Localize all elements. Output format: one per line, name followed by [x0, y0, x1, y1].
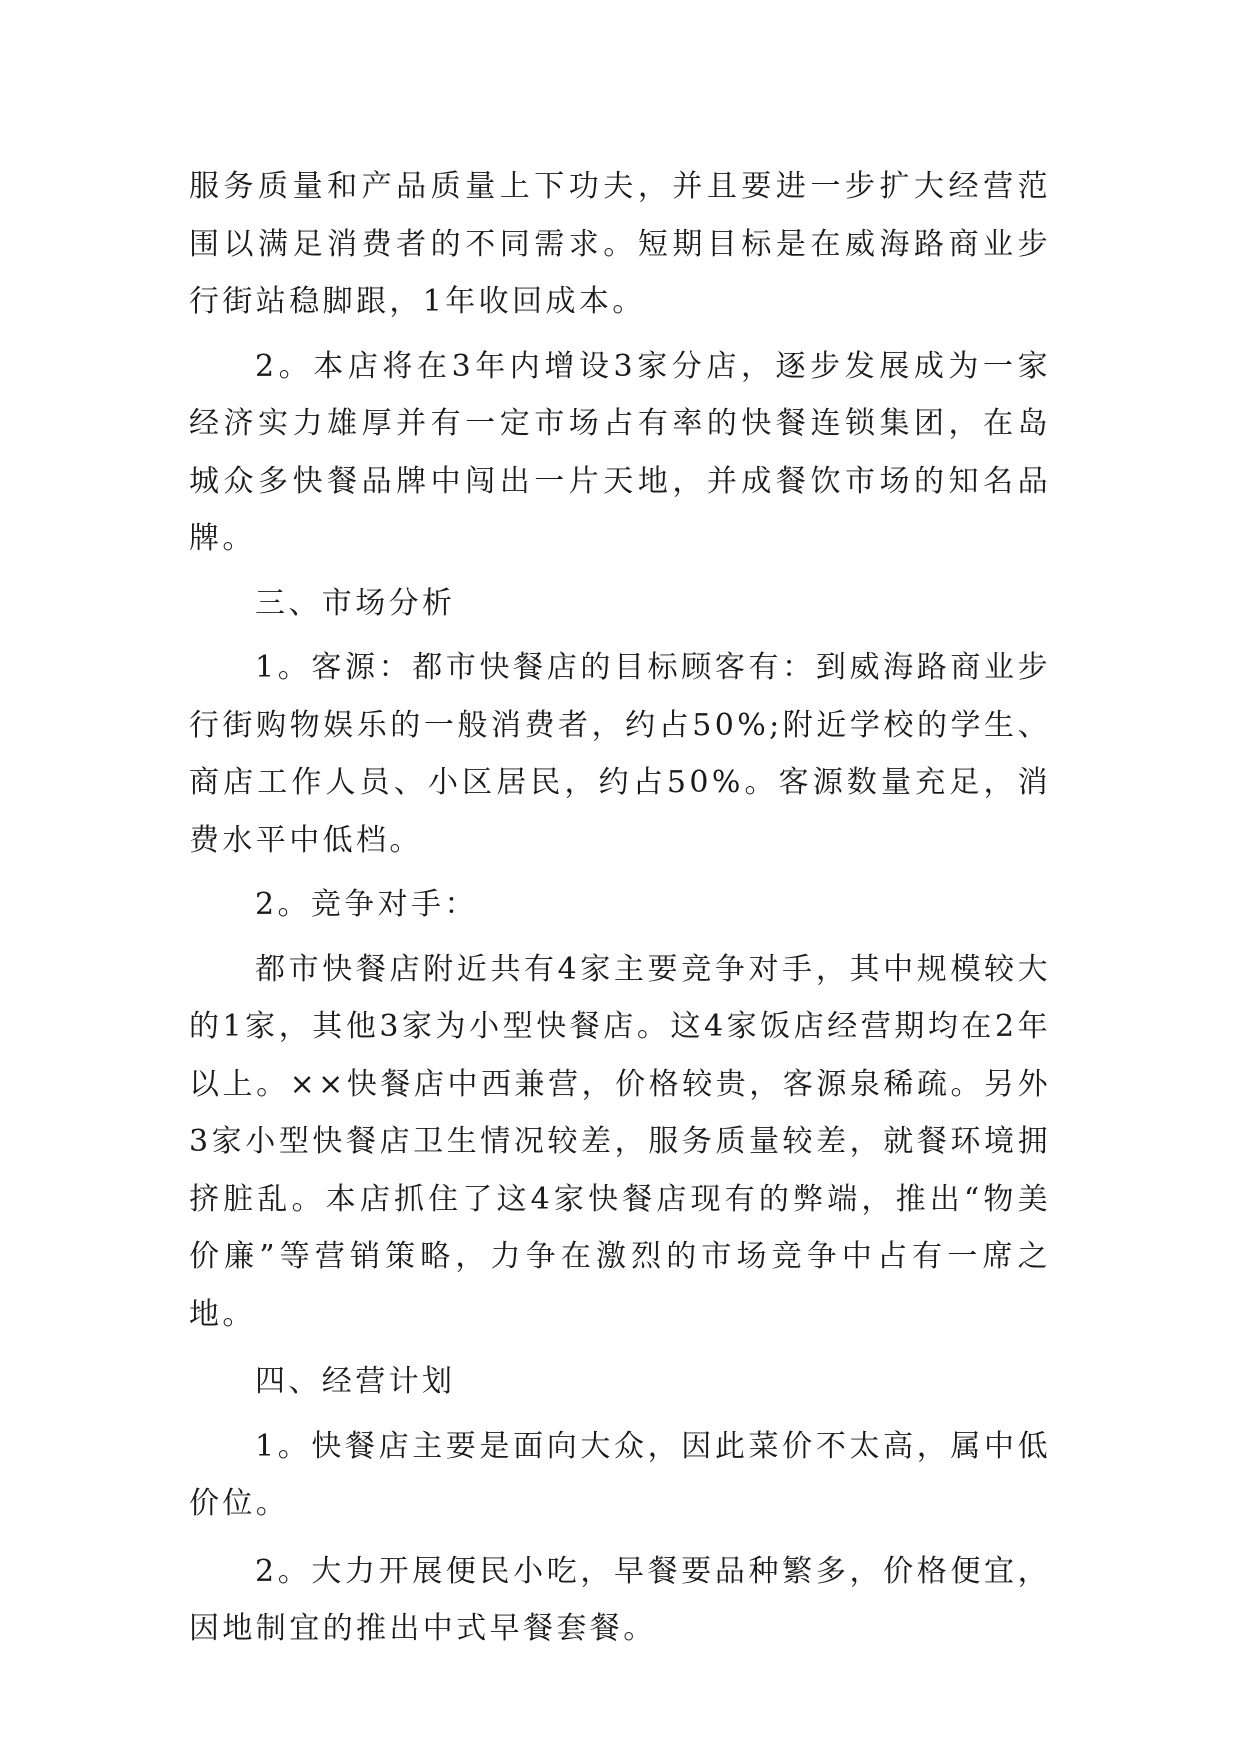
paragraph-branch-plan: 2。本店将在3年内增设3家分店，逐步发展成为一家经济实力雄厚并有一定市场占有率的快餐连锁集团，在岛城众多快餐品牌中闯出一片天地，并成餐饮市场的知名品牌。: [189, 348, 1051, 556]
document-body: [189, 158, 1051, 1658]
paragraph-competitors-heading: 2。竞争对手：: [255, 887, 478, 922]
paragraph-customer-source: 1。客源：都市快餐店的目标顾客有：到威海路商业步行街购物娱乐的一般消费者，约占50%;附近学校的学生、商店工作人员、小区居民，约占50%。客源数量充足，消费水平中低档。: [189, 650, 1051, 858]
paragraph-competitors-detail: 都市快餐店附近共有4家主要竞争对手，其中规模较大的1家，其他3家为小型快餐店。这4家饭店经营期均在2年以上。××快餐店中西兼营，价格较贵，客源泉稀疏。另外3家小型快餐店卫生情况较差，服务质量较差，就餐环境拥挤脏乱。本店抓住了这4家快餐店现有的弊端，推出“物美价廉”等营销策略，力争在激烈的市场竞争中占有一席之地。: [189, 951, 1051, 1332]
paragraph-pricing: 1。快餐店主要是面向大众，因此菜价不太高，属中低价位。: [189, 1428, 1051, 1521]
paragraph-breakfast: 2。大力开展便民小吃，早餐要品种繁多，价格便宜，因地制宜的推出中式早餐套餐。: [189, 1553, 1051, 1646]
section-heading-business-plan: 四、经营计划: [255, 1364, 456, 1399]
paragraph-service-quality: 服务质量和产品质量上下功夫，并且要进一步扩大经营范围以满足消费者的不同需求。短期目标是在威海路商业步行街站稳脚跟，1年收回成本。: [189, 169, 1051, 319]
section-heading-market-analysis: 三、市场分析: [255, 585, 456, 621]
